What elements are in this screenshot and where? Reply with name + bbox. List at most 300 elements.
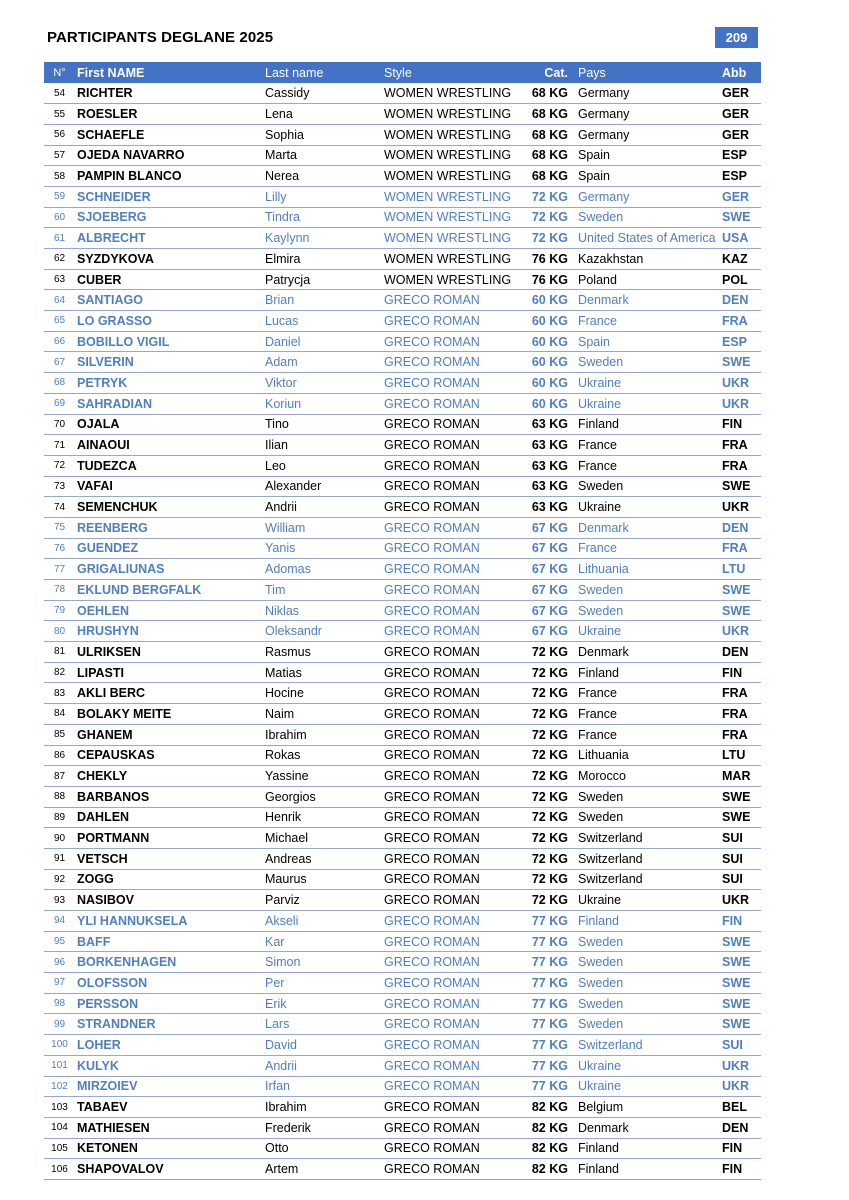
cell-number: 85 <box>44 724 75 745</box>
cell-style: GRECO ROMAN <box>384 538 516 559</box>
cell-style: WOMEN WRESTLING <box>384 269 516 290</box>
cell-first-name: OLOFSSON <box>75 973 265 994</box>
table-row <box>44 311 761 332</box>
cell-category: 63 KG <box>516 497 578 518</box>
cell-abbreviation: GER <box>722 186 761 207</box>
cell-number: 79 <box>44 600 75 621</box>
header-number: N° <box>53 66 66 79</box>
cell-style: GRECO ROMAN <box>384 1117 516 1138</box>
cell-first-name: VETSCH <box>75 848 265 869</box>
cell-country: Spain <box>578 145 722 166</box>
cell-style: GRECO ROMAN <box>384 517 516 538</box>
cell-category: 60 KG <box>516 331 578 352</box>
cell-style: GRECO ROMAN <box>384 1097 516 1118</box>
table-row <box>44 145 761 166</box>
cell-abbreviation: SWE <box>722 207 761 228</box>
cell-style: GRECO ROMAN <box>384 311 516 332</box>
cell-category: 68 KG <box>516 145 578 166</box>
table-row <box>44 559 761 580</box>
cell-number: 81 <box>44 642 75 663</box>
table-row <box>44 683 761 704</box>
cell-number: 103 <box>44 1097 75 1118</box>
cell-last-name: Brian <box>265 290 384 311</box>
table-row <box>44 393 761 414</box>
cell-abbreviation: SUI <box>722 848 761 869</box>
cell-abbreviation: FIN <box>722 414 761 435</box>
table-row <box>44 228 761 249</box>
cell-abbreviation: FIN <box>722 662 761 683</box>
cell-number: 88 <box>44 786 75 807</box>
cell-category: 77 KG <box>516 952 578 973</box>
cell-style: GRECO ROMAN <box>384 559 516 580</box>
cell-last-name: Yanis <box>265 538 384 559</box>
page-number-badge: 209 <box>715 27 758 48</box>
cell-country: Sweden <box>578 973 722 994</box>
cell-last-name: Oleksandr <box>265 621 384 642</box>
cell-country: France <box>578 704 722 725</box>
cell-first-name: TABAEV <box>75 1097 265 1118</box>
cell-abbreviation: FRA <box>722 435 761 456</box>
cell-category: 68 KG <box>516 104 578 125</box>
cell-first-name: BORKENHAGEN <box>75 952 265 973</box>
cell-country: Finland <box>578 662 722 683</box>
cell-category: 77 KG <box>516 931 578 952</box>
cell-country: Ukraine <box>578 497 722 518</box>
cell-last-name: Adomas <box>265 559 384 580</box>
cell-last-name: Yassine <box>265 766 384 787</box>
page-title: PARTICIPANTS DEGLANE 2025 <box>47 29 274 46</box>
table-row <box>44 580 761 601</box>
cell-number: 105 <box>44 1138 75 1159</box>
cell-country: Germany <box>578 104 722 125</box>
cell-style: GRECO ROMAN <box>384 414 516 435</box>
cell-style: GRECO ROMAN <box>384 993 516 1014</box>
cell-country: Spain <box>578 331 722 352</box>
cell-style: GRECO ROMAN <box>384 952 516 973</box>
table-row <box>44 766 761 787</box>
cell-category: 72 KG <box>516 228 578 249</box>
cell-number: 92 <box>44 869 75 890</box>
cell-style: GRECO ROMAN <box>384 455 516 476</box>
cell-country: Sweden <box>578 352 722 373</box>
cell-style: WOMEN WRESTLING <box>384 166 516 187</box>
cell-country: Switzerland <box>578 828 722 849</box>
cell-number: 104 <box>44 1117 75 1138</box>
cell-abbreviation: DEN <box>722 642 761 663</box>
cell-first-name: AKLI BERC <box>75 683 265 704</box>
cell-number: 90 <box>44 828 75 849</box>
cell-abbreviation: SWE <box>722 352 761 373</box>
cell-country: Sweden <box>578 807 722 828</box>
cell-style: GRECO ROMAN <box>384 476 516 497</box>
cell-last-name: Erik <box>265 993 384 1014</box>
cell-style: GRECO ROMAN <box>384 1055 516 1076</box>
cell-abbreviation: DEN <box>722 290 761 311</box>
cell-category: 60 KG <box>516 373 578 394</box>
cell-abbreviation: USA <box>722 228 761 249</box>
cell-style: GRECO ROMAN <box>384 683 516 704</box>
cell-first-name: RICHTER <box>75 83 265 104</box>
table-row <box>44 352 761 373</box>
table-row <box>44 1076 761 1097</box>
table-row <box>44 911 761 932</box>
table-row <box>44 642 761 663</box>
cell-style: GRECO ROMAN <box>384 973 516 994</box>
cell-abbreviation: KAZ <box>722 249 761 270</box>
cell-first-name: SEMENCHUK <box>75 497 265 518</box>
cell-last-name: Frederik <box>265 1117 384 1138</box>
cell-first-name: ULRIKSEN <box>75 642 265 663</box>
cell-country: Switzerland <box>578 1035 722 1056</box>
cell-abbreviation: UKR <box>722 890 761 911</box>
cell-abbreviation: SWE <box>722 600 761 621</box>
table-row <box>44 869 761 890</box>
cell-last-name: Tino <box>265 414 384 435</box>
cell-first-name: GUENDEZ <box>75 538 265 559</box>
cell-style: WOMEN WRESTLING <box>384 249 516 270</box>
cell-number: 96 <box>44 952 75 973</box>
cell-country: France <box>578 455 722 476</box>
cell-number: 73 <box>44 476 75 497</box>
cell-category: 77 KG <box>516 993 578 1014</box>
table-row <box>44 104 761 125</box>
table-row <box>44 828 761 849</box>
cell-last-name: Kaylynn <box>265 228 384 249</box>
cell-first-name: SAHRADIAN <box>75 393 265 414</box>
cell-last-name: Lars <box>265 1014 384 1035</box>
cell-number: 68 <box>44 373 75 394</box>
cell-style: GRECO ROMAN <box>384 848 516 869</box>
cell-first-name: KULYK <box>75 1055 265 1076</box>
table-row <box>44 1159 761 1180</box>
cell-first-name: ZOGG <box>75 869 265 890</box>
cell-country: Sweden <box>578 580 722 601</box>
cell-category: 60 KG <box>516 393 578 414</box>
cell-last-name: Nerea <box>265 166 384 187</box>
cell-country: Kazakhstan <box>578 249 722 270</box>
cell-country: Germany <box>578 83 722 104</box>
cell-category: 82 KG <box>516 1138 578 1159</box>
cell-country: Ukraine <box>578 393 722 414</box>
cell-category: 72 KG <box>516 186 578 207</box>
cell-first-name: SYZDYKOVA <box>75 249 265 270</box>
cell-category: 63 KG <box>516 435 578 456</box>
cell-last-name: Lucas <box>265 311 384 332</box>
cell-category: 67 KG <box>516 621 578 642</box>
cell-first-name: AINAOUI <box>75 435 265 456</box>
cell-category: 76 KG <box>516 249 578 270</box>
cell-first-name: LIPASTI <box>75 662 265 683</box>
cell-number: 69 <box>44 393 75 414</box>
cell-first-name: YLI HANNUKSELA <box>75 911 265 932</box>
cell-category: 67 KG <box>516 600 578 621</box>
table-row <box>44 952 761 973</box>
cell-first-name: SJOEBERG <box>75 207 265 228</box>
cell-style: GRECO ROMAN <box>384 911 516 932</box>
cell-number: 97 <box>44 973 75 994</box>
cell-category: 60 KG <box>516 290 578 311</box>
cell-country: Ukraine <box>578 1055 722 1076</box>
cell-category: 72 KG <box>516 642 578 663</box>
cell-style: GRECO ROMAN <box>384 869 516 890</box>
cell-number: 78 <box>44 580 75 601</box>
cell-last-name: Parviz <box>265 890 384 911</box>
cell-country: Ukraine <box>578 1076 722 1097</box>
cell-style: GRECO ROMAN <box>384 290 516 311</box>
cell-category: 60 KG <box>516 352 578 373</box>
cell-category: 63 KG <box>516 455 578 476</box>
cell-number: 74 <box>44 497 75 518</box>
cell-category: 72 KG <box>516 848 578 869</box>
cell-number: 57 <box>44 145 75 166</box>
cell-abbreviation: ESP <box>722 331 761 352</box>
cell-last-name: Henrik <box>265 807 384 828</box>
cell-style: GRECO ROMAN <box>384 497 516 518</box>
table-row <box>44 662 761 683</box>
cell-last-name: William <box>265 517 384 538</box>
cell-number: 102 <box>44 1076 75 1097</box>
cell-country: Lithuania <box>578 559 722 580</box>
cell-first-name: SILVERIN <box>75 352 265 373</box>
cell-first-name: DAHLEN <box>75 807 265 828</box>
cell-abbreviation: SUI <box>722 869 761 890</box>
cell-number: 70 <box>44 414 75 435</box>
cell-abbreviation: SWE <box>722 580 761 601</box>
cell-number: 91 <box>44 848 75 869</box>
cell-style: GRECO ROMAN <box>384 331 516 352</box>
cell-category: 77 KG <box>516 1035 578 1056</box>
cell-style: GRECO ROMAN <box>384 580 516 601</box>
table-row <box>44 1138 761 1159</box>
cell-number: 64 <box>44 290 75 311</box>
cell-abbreviation: GER <box>722 83 761 104</box>
table-row <box>44 373 761 394</box>
cell-last-name: Rasmus <box>265 642 384 663</box>
cell-first-name: BAFF <box>75 931 265 952</box>
cell-first-name: SCHNEIDER <box>75 186 265 207</box>
cell-abbreviation: SWE <box>722 973 761 994</box>
cell-number: 56 <box>44 124 75 145</box>
cell-number: 84 <box>44 704 75 725</box>
cell-abbreviation: GER <box>722 104 761 125</box>
cell-last-name: Otto <box>265 1138 384 1159</box>
cell-last-name: Patrycja <box>265 269 384 290</box>
cell-number: 80 <box>44 621 75 642</box>
cell-style: WOMEN WRESTLING <box>384 228 516 249</box>
cell-category: 67 KG <box>516 580 578 601</box>
cell-category: 63 KG <box>516 476 578 497</box>
cell-country: France <box>578 435 722 456</box>
cell-style: GRECO ROMAN <box>384 1035 516 1056</box>
cell-number: 65 <box>44 311 75 332</box>
table-row <box>44 166 761 187</box>
cell-abbreviation: UKR <box>722 373 761 394</box>
cell-first-name: NASIBOV <box>75 890 265 911</box>
table-row <box>44 600 761 621</box>
cell-category: 72 KG <box>516 807 578 828</box>
header-country: Pays <box>578 65 606 80</box>
table-row <box>44 290 761 311</box>
cell-style: WOMEN WRESTLING <box>384 104 516 125</box>
cell-last-name: Akseli <box>265 911 384 932</box>
cell-style: WOMEN WRESTLING <box>384 124 516 145</box>
cell-number: 95 <box>44 931 75 952</box>
cell-country: Denmark <box>578 290 722 311</box>
cell-abbreviation: FRA <box>722 538 761 559</box>
cell-last-name: Niklas <box>265 600 384 621</box>
cell-number: 94 <box>44 911 75 932</box>
table-row <box>44 786 761 807</box>
cell-last-name: Irfan <box>265 1076 384 1097</box>
cell-abbreviation: BEL <box>722 1097 761 1118</box>
cell-style: WOMEN WRESTLING <box>384 83 516 104</box>
cell-category: 82 KG <box>516 1117 578 1138</box>
cell-style: GRECO ROMAN <box>384 724 516 745</box>
cell-number: 66 <box>44 331 75 352</box>
table-row <box>44 124 761 145</box>
cell-style: WOMEN WRESTLING <box>384 145 516 166</box>
cell-first-name: OEHLEN <box>75 600 265 621</box>
cell-last-name: Rokas <box>265 745 384 766</box>
cell-first-name: PETRYK <box>75 373 265 394</box>
cell-number: 86 <box>44 745 75 766</box>
table-row <box>44 1055 761 1076</box>
cell-first-name: ROESLER <box>75 104 265 125</box>
cell-first-name: PORTMANN <box>75 828 265 849</box>
cell-first-name: CHEKLY <box>75 766 265 787</box>
cell-category: 77 KG <box>516 1014 578 1035</box>
cell-style: GRECO ROMAN <box>384 642 516 663</box>
cell-abbreviation: SWE <box>722 807 761 828</box>
cell-last-name: Leo <box>265 455 384 476</box>
cell-abbreviation: FRA <box>722 724 761 745</box>
cell-last-name: David <box>265 1035 384 1056</box>
header-category: Cat. <box>544 65 568 80</box>
cell-country: Finland <box>578 414 722 435</box>
cell-last-name: Ibrahim <box>265 1097 384 1118</box>
cell-category: 72 KG <box>516 724 578 745</box>
cell-first-name: MIRZOIEV <box>75 1076 265 1097</box>
cell-number: 58 <box>44 166 75 187</box>
cell-first-name: SHAPOVALOV <box>75 1159 265 1180</box>
cell-abbreviation: SUI <box>722 1035 761 1056</box>
cell-number: 106 <box>44 1159 75 1180</box>
cell-number: 87 <box>44 766 75 787</box>
cell-abbreviation: UKR <box>722 393 761 414</box>
cell-abbreviation: DEN <box>722 517 761 538</box>
cell-style: GRECO ROMAN <box>384 373 516 394</box>
cell-category: 72 KG <box>516 207 578 228</box>
cell-category: 72 KG <box>516 745 578 766</box>
cell-first-name: HRUSHYN <box>75 621 265 642</box>
header-abbreviation: Abb <box>722 65 747 80</box>
cell-first-name: PAMPIN BLANCO <box>75 166 265 187</box>
cell-last-name: Naim <box>265 704 384 725</box>
cell-abbreviation: UKR <box>722 1076 761 1097</box>
cell-number: 93 <box>44 890 75 911</box>
cell-first-name: EKLUND BERGFALK <box>75 580 265 601</box>
cell-category: 77 KG <box>516 973 578 994</box>
cell-country: Switzerland <box>578 869 722 890</box>
table-row <box>44 807 761 828</box>
table-row <box>44 1117 761 1138</box>
cell-style: WOMEN WRESTLING <box>384 186 516 207</box>
cell-style: GRECO ROMAN <box>384 786 516 807</box>
cell-abbreviation: SWE <box>722 476 761 497</box>
cell-style: GRECO ROMAN <box>384 352 516 373</box>
cell-country: France <box>578 683 722 704</box>
cell-abbreviation: SWE <box>722 786 761 807</box>
cell-first-name: CUBER <box>75 269 265 290</box>
cell-number: 89 <box>44 807 75 828</box>
cell-country: Sweden <box>578 931 722 952</box>
cell-abbreviation: SWE <box>722 1014 761 1035</box>
cell-first-name: BOBILLO VIGIL <box>75 331 265 352</box>
cell-last-name: Marta <box>265 145 384 166</box>
cell-category: 76 KG <box>516 269 578 290</box>
cell-style: GRECO ROMAN <box>384 1014 516 1035</box>
table-row <box>44 331 761 352</box>
cell-category: 72 KG <box>516 704 578 725</box>
cell-country: Spain <box>578 166 722 187</box>
cell-category: 60 KG <box>516 311 578 332</box>
table-row <box>44 186 761 207</box>
cell-number: 67 <box>44 352 75 373</box>
cell-abbreviation: UKR <box>722 497 761 518</box>
cell-last-name: Matias <box>265 662 384 683</box>
cell-country: Sweden <box>578 600 722 621</box>
cell-abbreviation: SWE <box>722 931 761 952</box>
cell-last-name: Ilian <box>265 435 384 456</box>
header-first-name: First NAME <box>77 65 145 80</box>
cell-category: 67 KG <box>516 517 578 538</box>
table-row <box>44 1014 761 1035</box>
cell-category: 63 KG <box>516 414 578 435</box>
cell-last-name: Ibrahim <box>265 724 384 745</box>
cell-abbreviation: SUI <box>722 828 761 849</box>
cell-country: Sweden <box>578 786 722 807</box>
cell-number: 60 <box>44 207 75 228</box>
cell-first-name: TUDEZCA <box>75 455 265 476</box>
cell-abbreviation: FIN <box>722 911 761 932</box>
cell-number: 55 <box>44 104 75 125</box>
cell-country: France <box>578 724 722 745</box>
cell-category: 72 KG <box>516 786 578 807</box>
cell-abbreviation: FIN <box>722 1159 761 1180</box>
cell-country: United States of America <box>578 228 722 249</box>
cell-first-name: VAFAI <box>75 476 265 497</box>
cell-country: Finland <box>578 1138 722 1159</box>
cell-number: 75 <box>44 517 75 538</box>
cell-last-name: Alexander <box>265 476 384 497</box>
cell-abbreviation: UKR <box>722 1055 761 1076</box>
cell-style: GRECO ROMAN <box>384 766 516 787</box>
cell-style: GRECO ROMAN <box>384 890 516 911</box>
cell-number: 99 <box>44 1014 75 1035</box>
cell-first-name: BOLAKY MEITE <box>75 704 265 725</box>
cell-category: 77 KG <box>516 911 578 932</box>
cell-country: France <box>578 311 722 332</box>
cell-abbreviation: SWE <box>722 952 761 973</box>
cell-last-name: Viktor <box>265 373 384 394</box>
cell-abbreviation: POL <box>722 269 761 290</box>
cell-last-name: Daniel <box>265 331 384 352</box>
cell-last-name: Cassidy <box>265 83 384 104</box>
cell-category: 72 KG <box>516 890 578 911</box>
cell-country: Denmark <box>578 642 722 663</box>
cell-style: GRECO ROMAN <box>384 1076 516 1097</box>
cell-country: Sweden <box>578 952 722 973</box>
